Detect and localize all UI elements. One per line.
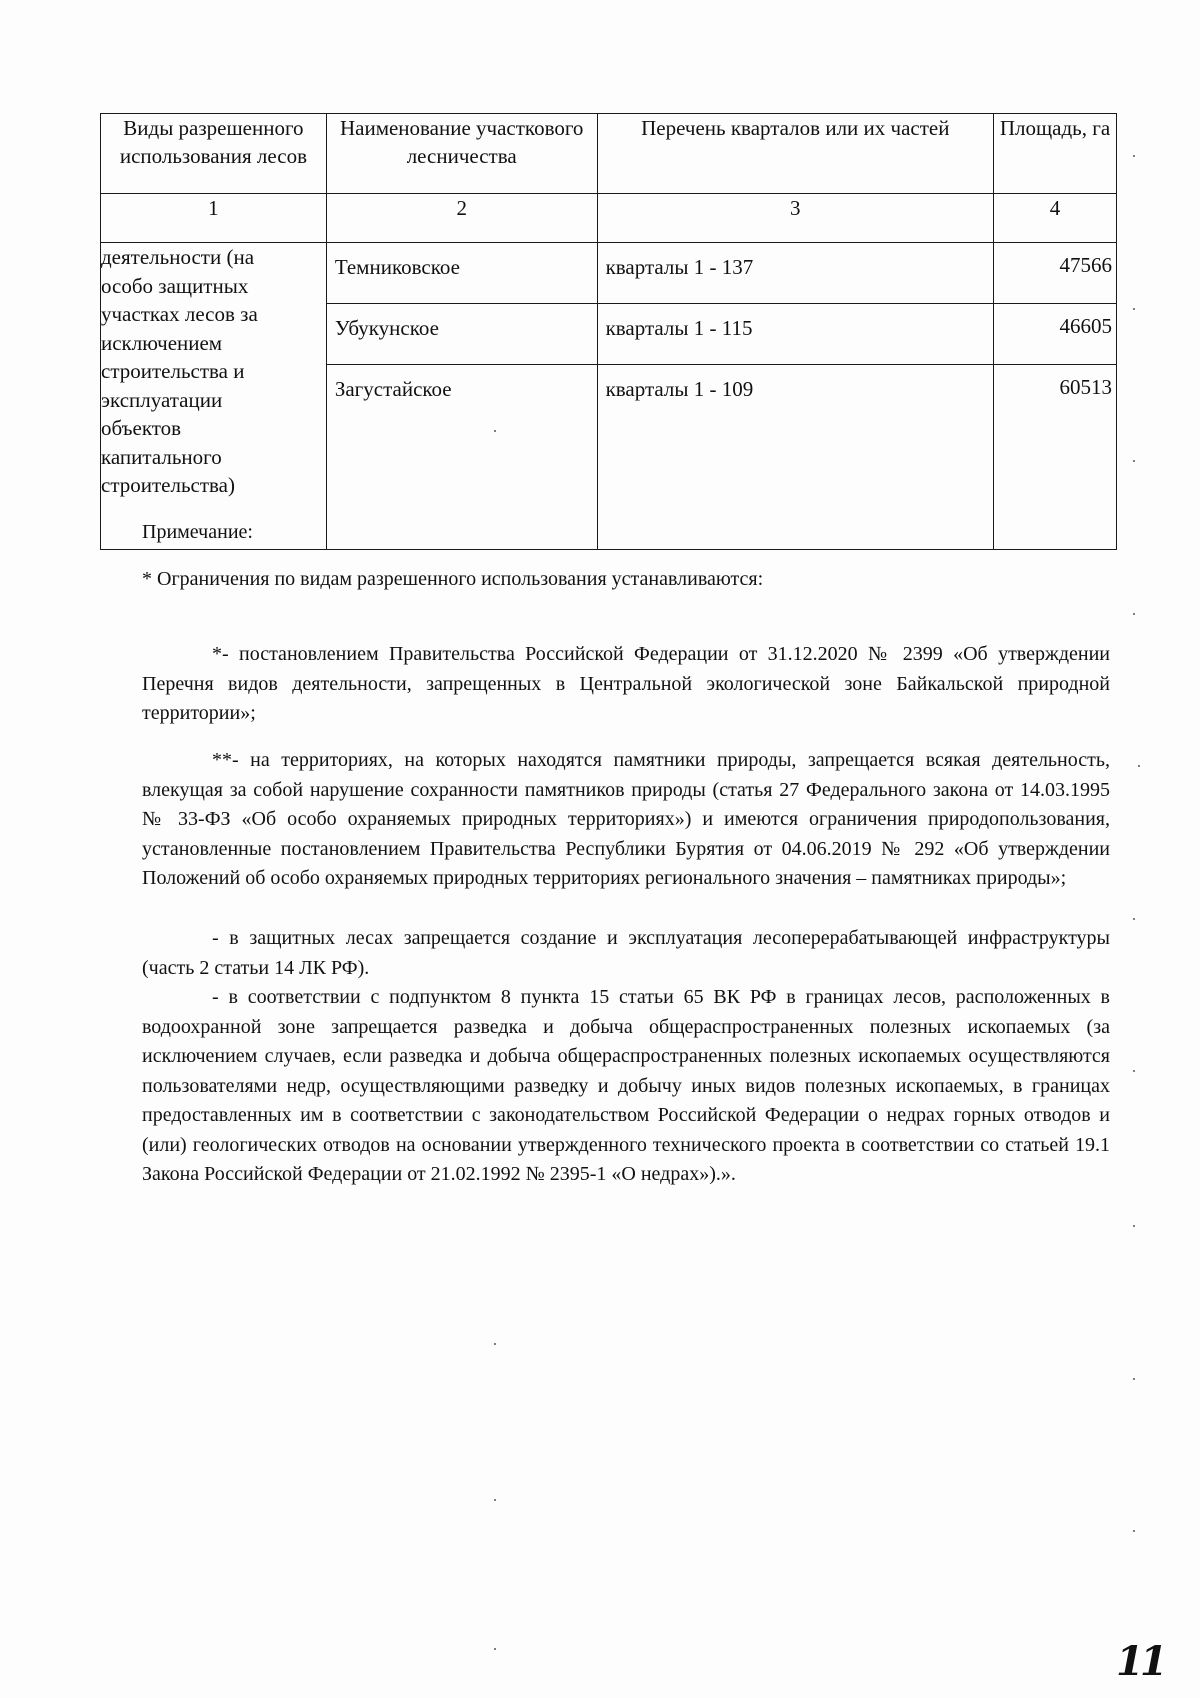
use-type-line: исключением [101,330,223,355]
use-type-cell [101,243,327,550]
note-title: Примечание: [142,521,253,543]
table-header-row [101,114,1117,194]
note-paragraph: *- постановлением Правительства Российской Федерации от 31.12.2020 № 2399 «Об утверждении Перечня видов деятельности, запрещенных в Центральной экологической зоне Байкальской природной территории»; [142,643,1110,724]
column-number: 4 [994,194,1117,243]
forestry-name-cell: Загустайское [326,365,597,550]
column-number: 1 [101,194,327,243]
use-type-line: капитального [101,444,222,469]
header-forestry-name: Наименование участкового лесничества [326,114,597,194]
header-quarters-list: Перечень кварталов или их частей [597,114,993,194]
note-paragraph: - в защитных лесах запрещается создание и эксплуатация лесоперерабатывающей инфраструктуры (часть 2 статьи 14 ЛК РФ). [142,927,1110,979]
quarters-cell: кварталы 1 - 109 [597,365,993,550]
use-type-line: деятельности (на [101,245,255,269]
use-type-line: участках лесов за [101,302,258,326]
column-number-row [101,194,1117,243]
header-area: Площадь, га [994,114,1117,194]
restrictions-intro: * Ограничения по видам разрешенного использования устанавливаются: [142,568,764,590]
handwritten-page-number: 11 [1116,1638,1164,1685]
area-cell: 46605 [994,304,1117,365]
column-number: 2 [326,194,597,243]
note-paragraph: - в соответствии с подпунктом 8 пункта 15 статьи 65 ВК РФ в границах лесов, расположенных в водоохранной зоне запрещается разведка и добыча общераспространенных полезных ископаемых (за исключением случаев, если разведка и добыча общераспространенных полезных ископаемых осуществляются пользователями недр, осуществляющими разведку и добычу иных видов полезных ископаемых, в границах предоставленных им в соответствии с законодательством Российской Федерации о недрах горных отводов и (или) геологических отводов на основании утвержденного технического проекта в соответствии со статьей 19.1 Закона Российской Федерации от 21.02.1992 № 2395-1 «О недрах»).». [142,986,1110,1185]
use-type-line: эксплуатации [101,387,223,412]
quarters-cell: кварталы 1 - 115 [597,304,993,365]
area-cell: 60513 [994,365,1117,550]
area-cell: 47566 [994,243,1117,304]
forest-use-table [100,113,1117,550]
use-type-line: строительства и [101,359,245,383]
header-use-type: Виды разрешенного использования лесов [101,114,327,194]
column-number: 3 [597,194,993,243]
use-type-line: объектов [101,416,182,440]
table-row [101,243,1117,304]
note-paragraph: **- на территориях, на которых находятся памятники природы, запрещается всякая деятельность, влекущая за собой нарушение сохранности памятников природы (статья 27 Федерального закона от 14.03.1995 № 33-ФЗ «Об особо охраняемых природных территориях») и имеются ограничения природопользования, установленные постановлением Правительства Республики Бурятия от 04.06.2019 № 292 «Об утверждении Положений об особо охраняемых природных территориях регионального значения – памятниках природы»; [142,749,1110,889]
use-type-line: особо защитных [101,273,249,298]
forestry-name-cell: Темниковское [326,243,597,304]
quarters-cell: кварталы 1 - 137 [597,243,993,304]
use-type-line: строительства) [101,473,235,497]
forestry-name-cell: Убукунское [326,304,597,365]
